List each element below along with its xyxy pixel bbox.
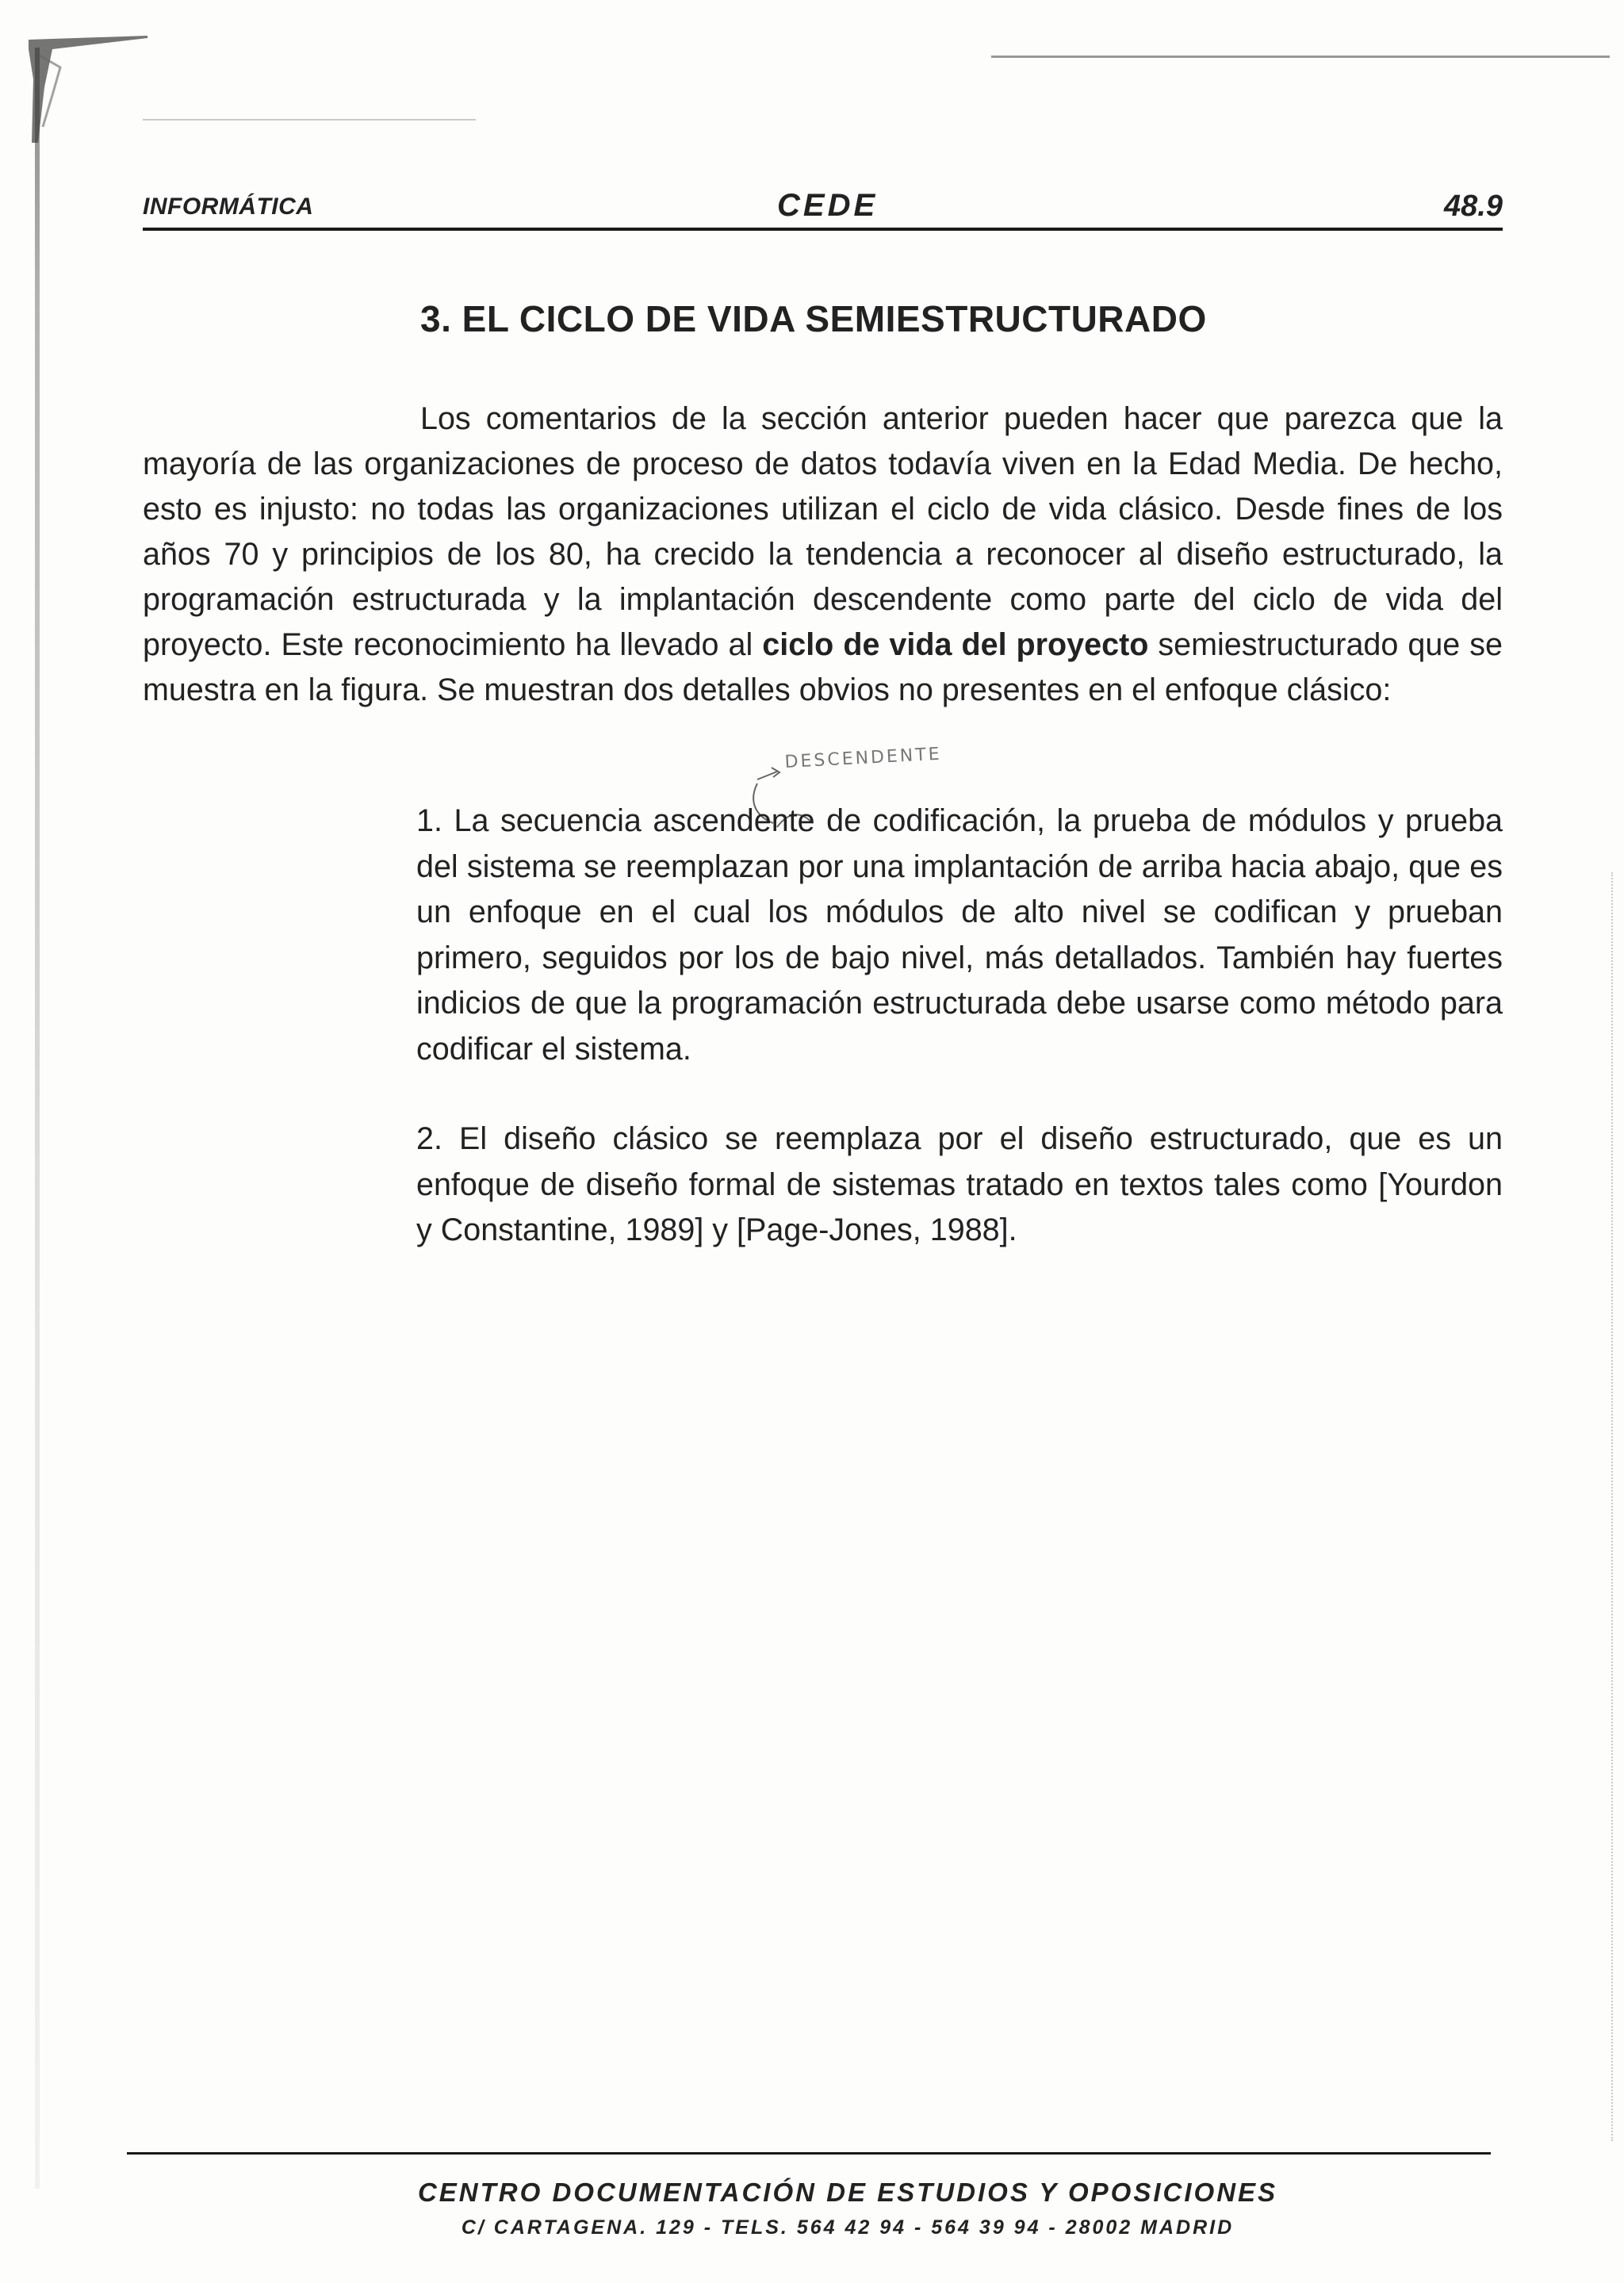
scan-line (991, 56, 1610, 58)
footer-organization: CENTRO DOCUMENTACIÓN DE ESTUDIOS Y OPOSICIONES (417, 2178, 1278, 2207)
footer-rule (127, 2152, 1491, 2155)
scan-corner-mark (29, 32, 155, 151)
list-item: 2. El diseño clásico se reemplaza por el diseño estructurado, que es un enfoque de diseño formal de sistemas tratado en textos tales como [Yourdon y Constantine, 1989] y [Page-Jones, 1988]. (416, 1121, 1503, 1247)
header-rule (143, 228, 1503, 231)
scan-line (143, 119, 476, 121)
handwritten-text: DESCENDENTE (784, 744, 943, 772)
running-header (143, 184, 1503, 228)
scan-edge-dots (1611, 872, 1614, 2141)
highlighted-term: ciclo de vida del proyecto (762, 627, 1149, 662)
list-item: 1. La secuencia ascendente de codificación, la prueba de módulos y prueba del sistema se reemplazan por una implantación de arriba hacia abajo, que es un enfoque en el cual los módulos de alto nivel se codifican y prueban primero, seguidos por los de bajo nivel, más detallados. También hay fuertes indicios de que la programación estructurada debe usarse como método para codificar el sistema. (416, 803, 1503, 1067)
paragraph-text: semiestructurado que se muestra en la figura. Se muestran dos detalles obvios no presentes en el enfoque clásico: (143, 627, 1503, 707)
paragraph-text: Los comentarios de la sección anterior pueden hacer que parezca que la mayoría de las organizaciones de proceso de datos todavía viven en la Edad Media. De hecho, esto es injusto: no todas las organizaciones utilizan el ciclo de vida clásico. Desde fines de los años 70 y principios de los 80, ha crecido la tendencia a reconocer al diseño estructurado, la programación estructurada y la implantación descendente como parte del ciclo de vida del proyecto. Este reconocimiento ha llevado al (143, 401, 1503, 662)
scan-binding-edge (35, 48, 40, 2189)
footer-address: C/ CARTAGENA. 129 - TELS. 564 42 94 - 564 39 94 - 28002 MADRID (461, 2216, 1235, 2239)
page-number: 48.9 (1444, 190, 1503, 223)
section-title: 3. EL CICLO DE VIDA SEMIESTRUCTURADO (420, 298, 1207, 339)
header-subject: INFORMÁTICA (143, 193, 314, 220)
header-publisher-logo: CEDE (777, 188, 879, 223)
body-paragraph (143, 396, 1503, 713)
